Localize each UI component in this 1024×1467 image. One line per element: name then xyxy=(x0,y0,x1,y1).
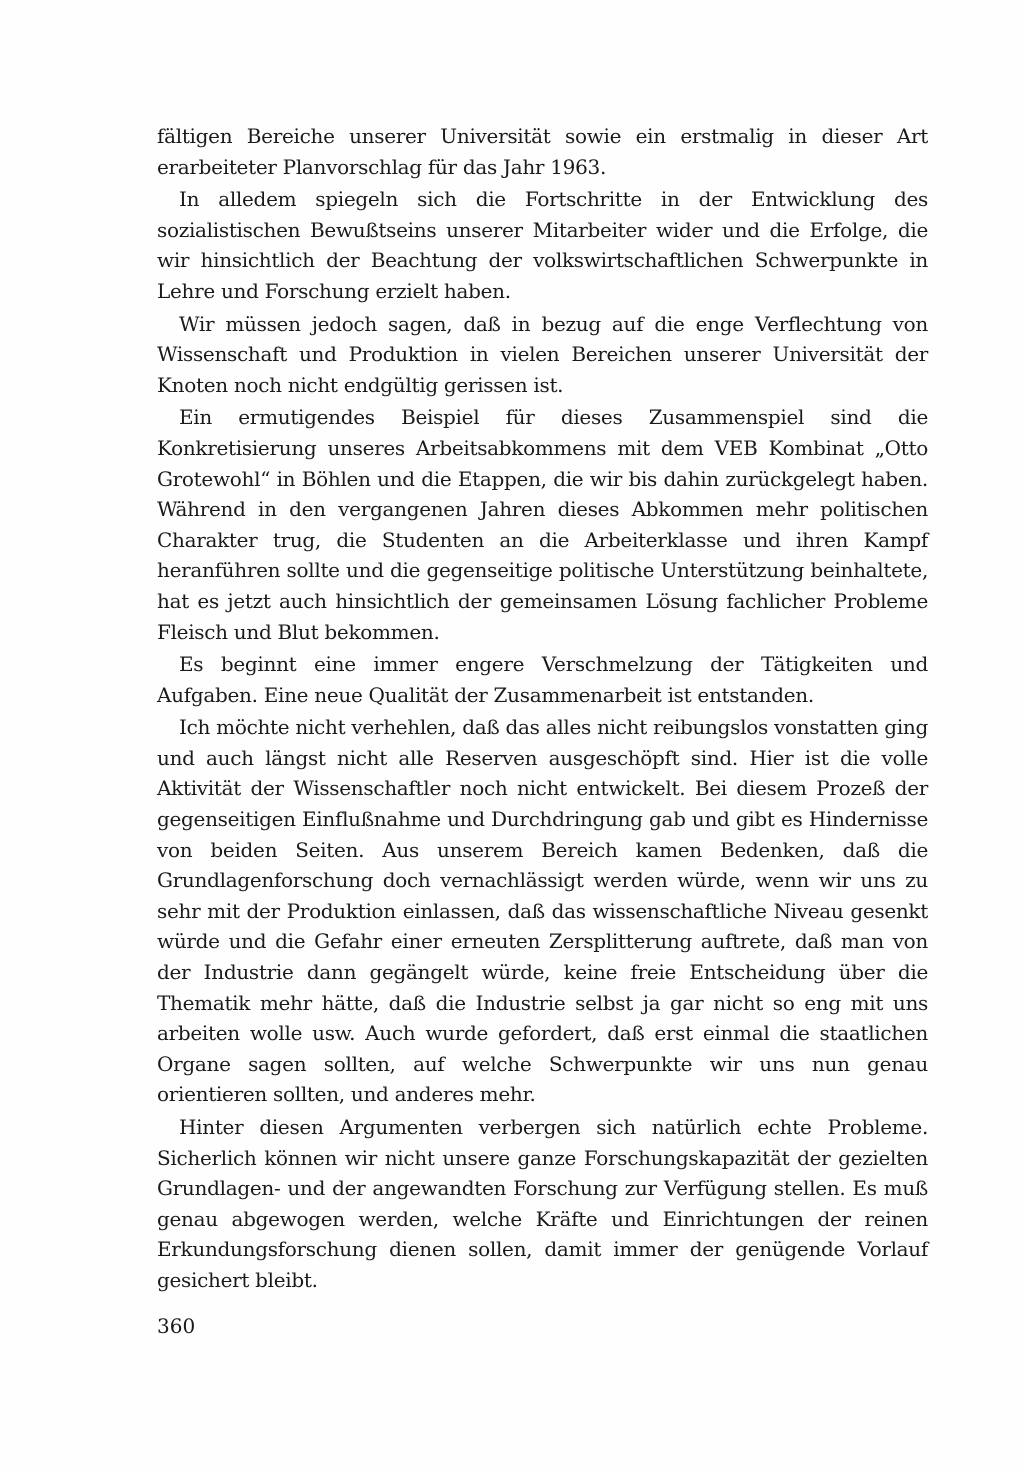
paragraph: Ich möchte nicht verhehlen, daß das alles nicht reibungslos vonstatten ging und auch längst nicht alle Reserven ausgeschöpft sind. Hier ist die volle Aktivität der Wissenschaftler noch nicht entwickelt. Bei diesem Prozeß der gegenseitigen Einflußnahme und Durchdringung gab und gibt es Hindernisse von beiden Seiten. Aus unserem Bereich kamen Bedenken, daß die Grundlagenforschung doch vernachlässigt werden würde, wenn wir uns zu sehr mit der Produktion einlassen, daß das wissenschaftliche Niveau gesenkt würde und die Gefahr einer erneuten Zersplitterung auftrete, daß man von der Industrie dann gegängelt würde, keine freie Entscheidung über die Thematik mehr hätte, daß die Industrie selbst ja gar nicht so eng mit uns arbeiten wolle usw. Auch wurde gefordert, daß erst einmal die staatlichen Organe sagen sollten, auf welche Schwerpunkte wir uns nun genau orientieren sollten, und anderes mehr. xyxy=(157,715,928,1107)
body-text xyxy=(157,121,928,1298)
paragraph: Ein ermutigendes Beispiel für dieses Zusammenspiel sind die Konkretisierung unseres Arbeitsabkommens mit dem VEB Kombinat „Otto Grotewohl“ in Böhlen und die Etappen, die wir bis dahin zurückgelegt haben. Während in den vergangenen Jahren dieses Abkommen mehr politischen Charakter trug, die Studenten an die Arbeiterklasse und ihren Kampf heranführen sollte und die gegenseitige politische Unterstützung beinhaltete, hat es jetzt auch hinsichtlich der gemeinsamen Lösung fachlicher Probleme Fleisch und Blut bekommen. xyxy=(157,405,928,644)
paragraph: fältigen Bereiche unserer Universität sowie ein erstmalig in dieser Art erarbeiteter Planvorschlag für das Jahr 1963. xyxy=(157,124,928,179)
page-number: 360 xyxy=(157,1314,196,1338)
paragraph: Hinter diesen Argumenten verbergen sich natürlich echte Probleme. Sicherlich können wir nicht unsere ganze Forschungskapazität der gezielten Grundlagen- und der angewandten Forschung zur Verfügung stellen. Es muß genau abgewogen werden, welche Kräfte und Einrichtungen der reinen Erkundungsforschung dienen sollen, damit immer der genügende Vorlauf gesichert bleibt. xyxy=(157,1115,928,1292)
paragraph: Es beginnt eine immer engere Verschmelzung der Tätigkeiten und Aufgaben. Eine neue Qualität der Zusammenarbeit ist entstanden. xyxy=(157,652,928,707)
paragraph: In alledem spiegeln sich die Fortschritte in der Entwicklung des sozialistischen Bewußtseins unserer Mitarbeiter wider und die Erfolge, die wir hinsichtlich der Beachtung der volkswirtschaftlichen Schwerpunkte in Lehre und Forschung erzielt haben. xyxy=(157,187,928,303)
paragraph: Wir müssen jedoch sagen, daß in bezug auf die enge Verflechtung von Wissenschaft und Produktion in vielen Bereichen unserer Universität der Knoten noch nicht endgültig gerissen ist. xyxy=(157,311,928,397)
